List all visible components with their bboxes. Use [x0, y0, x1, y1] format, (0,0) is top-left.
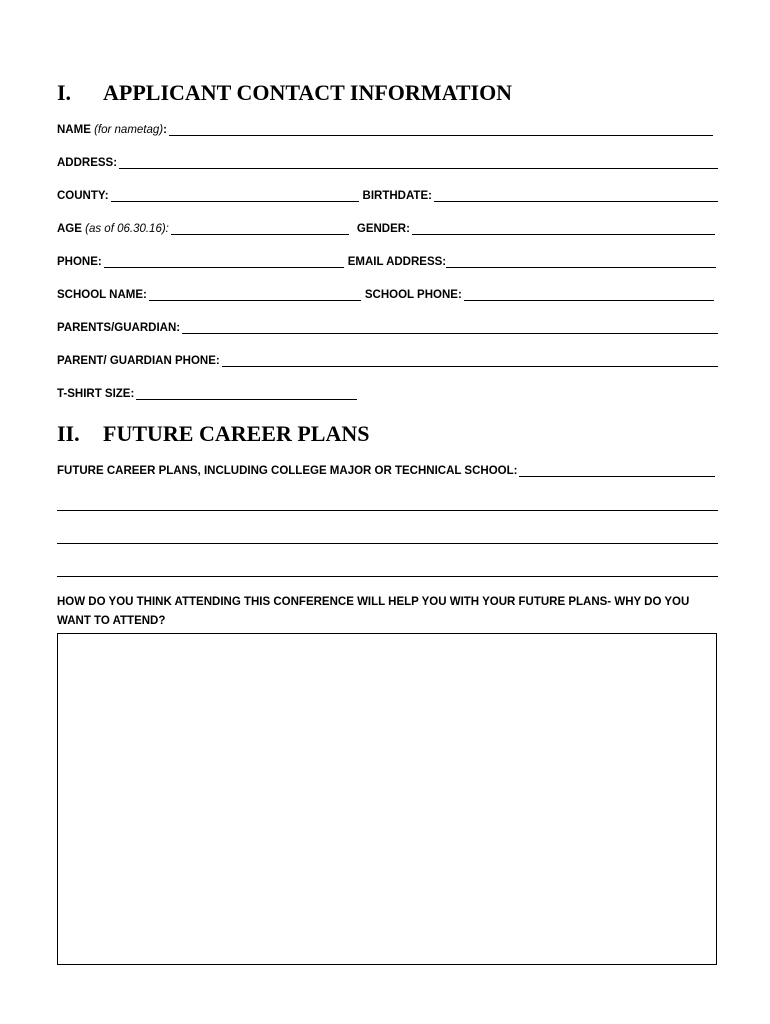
parents-field[interactable]	[182, 321, 718, 334]
tshirt-row	[57, 387, 718, 401]
age-gender-row	[57, 222, 715, 236]
school-name-label: SCHOOL NAME:	[57, 289, 147, 301]
birthdate-field[interactable]	[434, 189, 718, 202]
section-heading-future-career	[57, 422, 369, 446]
parent-phone-row	[57, 354, 718, 368]
name-label: NAME (for nametag):	[57, 124, 167, 136]
phone-label: PHONE:	[57, 256, 102, 268]
parents-row	[57, 321, 718, 335]
school-row	[57, 288, 714, 302]
career-plans-line[interactable]	[57, 510, 718, 511]
phone-field[interactable]	[104, 255, 344, 268]
name-row	[57, 123, 713, 137]
county-label: COUNTY:	[57, 190, 109, 202]
address-row	[57, 156, 718, 170]
email-field[interactable]	[446, 255, 716, 268]
age-field[interactable]	[171, 222, 349, 235]
parents-label: PARENTS/GUARDIAN:	[57, 322, 181, 334]
school-phone-field[interactable]	[464, 288, 714, 301]
phone-email-row	[57, 255, 716, 269]
section-number: I.	[57, 80, 72, 105]
career-plans-field[interactable]	[519, 464, 715, 477]
gender-label: GENDER:	[356, 223, 410, 235]
section-heading-applicant-contact	[57, 81, 512, 105]
address-label: ADDRESS:	[57, 157, 118, 169]
school-name-field[interactable]	[149, 288, 361, 301]
career-plans-line[interactable]	[57, 543, 718, 544]
section-number: II.	[57, 421, 80, 446]
gender-field[interactable]	[412, 222, 715, 235]
county-birthdate-row	[57, 189, 718, 203]
birthdate-label: BIRTHDATE:	[362, 190, 432, 202]
tshirt-field[interactable]	[136, 387, 357, 400]
county-field[interactable]	[111, 189, 359, 202]
career-row	[57, 464, 715, 478]
address-field[interactable]	[119, 156, 718, 169]
section-title: APPLICANT CONTACT INFORMATION	[103, 80, 513, 105]
career-plans-line[interactable]	[57, 576, 718, 577]
name-field[interactable]	[169, 123, 713, 136]
age-label: AGE (as of 06.30.16):	[57, 223, 169, 235]
parent-phone-field[interactable]	[222, 354, 718, 367]
tshirt-label: T-SHIRT SIZE:	[57, 388, 135, 400]
conference-answer-box[interactable]	[57, 633, 717, 965]
school-phone-label: SCHOOL PHONE:	[364, 289, 462, 301]
parent-phone-label: PARENT/ GUARDIAN PHONE:	[57, 355, 220, 367]
email-label: EMAIL ADDRESS:	[347, 256, 447, 268]
career-plans-label: FUTURE CAREER PLANS, INCLUDING COLLEGE MAJOR OR TECHNICAL SCHOOL:	[57, 465, 518, 477]
conference-question: HOW DO YOU THINK ATTENDING THIS CONFERENCE WILL HELP YOU WITH YOUR FUTURE PLANS- WHY DO YOU WANT TO ATTEND?	[57, 596, 690, 627]
section-title: FUTURE CAREER PLANS	[103, 421, 370, 446]
